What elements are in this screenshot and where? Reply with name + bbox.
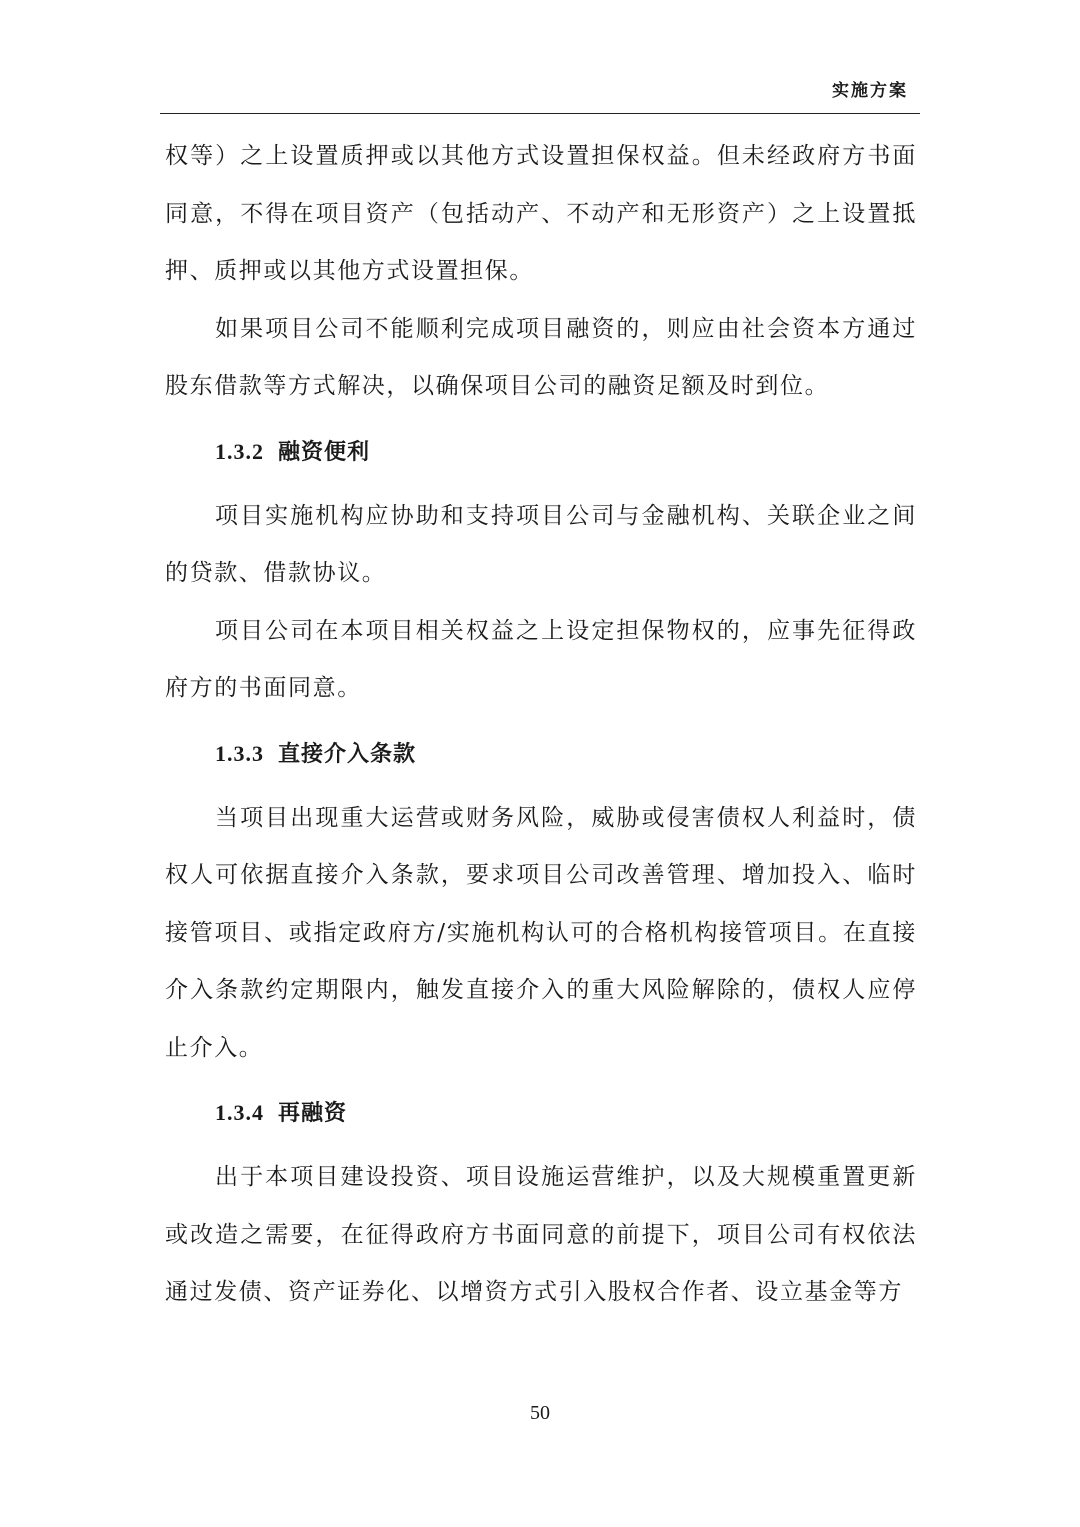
paragraph-continuation: 权等）之上设置质押或以其他方式设置担保权益。但未经政府方书面同意，不得在项目资产（包括动产、不动产和无形资产）之上设置抵押、质押或以其他方式设置担保。 [165,143,917,284]
paragraph-financing-fallback: 如果项目公司不能顺利完成项目融资的，则应由社会资本方通过股东借款等方式解决，以确保项目公司的融资足额及时到位。 [165,315,917,399]
header-title: 实施方案 [832,81,908,101]
paragraph-refinancing: 出于本项目建设投资、项目设施运营维护，以及大规模重置更新或改造之需要，在征得政府方书面同意的前提下，项目公司有权依法通过发债、资产证券化、以增资方式引入股权合作者、设立基金等方 [165,1164,917,1305]
paragraph-step-in: 当项目出现重大运营或财务风险，威胁或侵害债权人利益时，债权人可依据直接介入条款，要求项目公司改善管理、增加投入、临时接管项目、或指定政府方/实施机构认可的合格机构接管项目。在直接介入条款约定期限内，触发直接介入的重大风险解除的，债权人应停止介入。 [165,804,917,1061]
section-number: 1.3.2 [215,438,264,464]
paragraph-facilitation: 项目实施机构应协助和支持项目公司与金融机构、关联企业之间的贷款、借款协议。 [165,502,917,586]
section-title: 融资便利 [278,438,371,465]
section-title: 直接介入条款 [278,740,417,767]
document-body [165,128,917,1322]
page-number: 50 [530,1402,550,1424]
section-title: 再融资 [278,1100,348,1126]
section-heading-1-3-4 [165,1077,917,1149]
header-rule [160,113,920,114]
section-heading-1-3-2 [165,416,917,488]
section-heading-1-3-3 [165,718,917,790]
section-number: 1.3.3 [215,740,264,766]
section-number: 1.3.4 [215,1100,264,1125]
paragraph-security-consent: 项目公司在本项目相关权益之上设定担保物权的，应事先征得政府方的书面同意。 [165,617,917,701]
